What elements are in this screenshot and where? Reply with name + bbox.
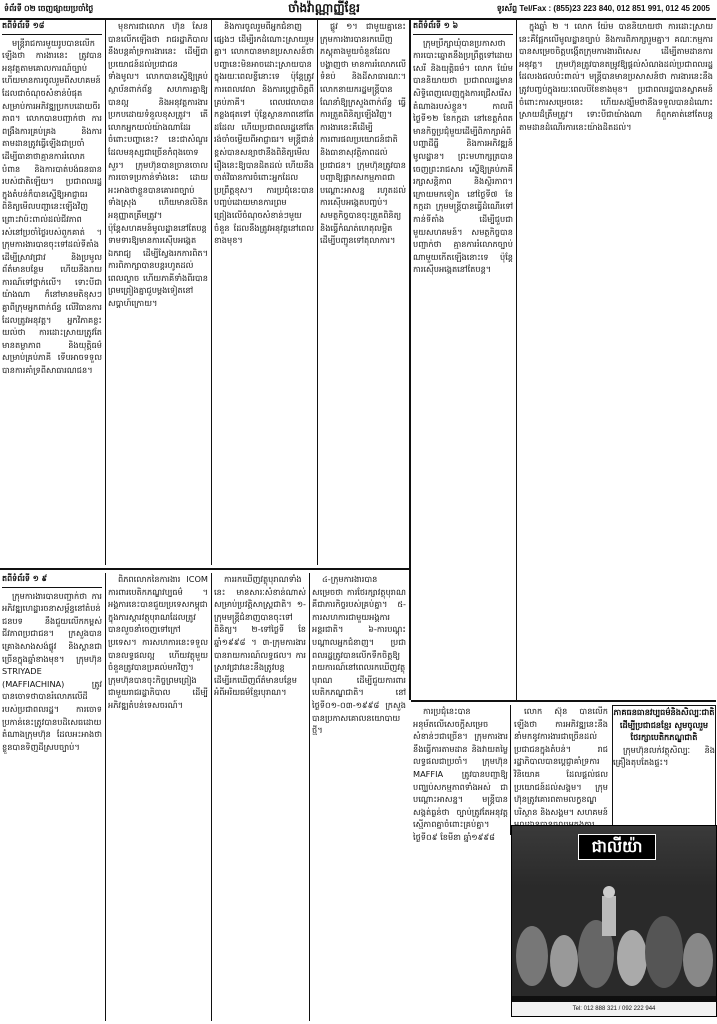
article-text: មន្ត្រីរាជការមួយរូបបានលើកឡើងថា ការងារនេះ ត្រូវបានអនុវត្តតាមគោលការណ៍ច្បាប់ ហើយមានការចូលរួមពីសហគមន៍ ដែលជាចំណុចសំខាន់បំផុត សម្រាប់ការអភិវឌ្ឍប្រកបដោយចីរភាព។ លោកបានបញ្ជាក់ថា ការពង្រឹងការគ្រប់គ្រង និងការតាមដានត្រូវធ្វើឡើងជាប្រចាំ ដើម្បីធានាថាគ្មានការរំលោភបំពាន និងការបាត់បង់ធនធានរបស់ជាតិឡើយ។ ប្រជាពលរដ្ឋក្នុងតំបន់ក៏បានស្នើឱ្យអាជ្ញាធរពិនិត្យមើលបញ្ហានេះឡើងវិញ ព្រោះវាប៉ះពាល់ដល់ជីវភាពរស់នៅប្រចាំថ្ងៃរបស់ពួកគាត់ ។ ក្រុមការងារបានចុះទៅដល់ទីតាំង ដើម្បីស្រាវជ្រាវ និងប្រមូលព័ត៌មានបន្ថែម ហើយនឹងរាយការណ៍ទៅថ្នាក់លើ។ ទោះបីជាយ៉ាងណា ក៏នៅមានមតិខុសៗគ្នាពីក្រុមអ្នកពាក់ព័ន្ធ លើវិធានការដែលត្រូវអនុវត្ត។ អ្នកវិភាគខ្លះយល់ថា ការដោះស្រាយត្រូវតែមានតម្លាភាព និងយុត្តិធម៌ សម្រាប់គ្រប់ភាគី ទើបអាចទទួលបានការគាំទ្រពីសាធារណជន។ xyxy=(2,37,102,376)
column-divider xyxy=(516,20,517,700)
shop-advertisement xyxy=(511,825,717,1017)
issue-label: ទំព័រទី ០២ ចេញផ្សាយប្រចាំថ្ងៃ xyxy=(4,4,94,13)
column-divider xyxy=(211,20,212,565)
section-rule xyxy=(411,700,716,702)
article-col-4 xyxy=(320,20,406,565)
article-text: ក្រុមប្រឹក្សាឃុំបានប្រកាសថា ការបោះឆ្នោតនឹងប្រព្រឹត្តទៅដោយសេរី និងយុត្តិធម៌។ លោក យ៉ែម បាននិយាយថា ប្រជាពលរដ្ឋមានសិទ្ធិពេញលេញក្នុងការជ្រើសរើសតំណាងរបស់ខ្លួន។ កាលពីថ្ងៃទី១២ ខែកក្កដា នៅខេត្តកំពត មានកិច្ចប្រជុំមួយដើម្បីពិភាក្សាអំពីបញ្ហាដីធ្លី និងការអភិវឌ្ឍន៍មូលដ្ឋាន។ ព្រះមហាក្សត្របានចេញព្រះរាជសារ ស្នើឱ្យគ្រប់ភាគីរក្សាសន្តិភាព និងស្ថិរភាព។ ក្រោយមកទៀត នៅថ្ងៃទី៧ ខែកក្កដា ក្រុមមន្ត្រីបានធ្វើដំណើរទៅកាន់ទីតាំង ដើម្បីជួបជាមួយសហគមន៍។ សមត្ថកិច្ចបានបញ្ជាក់ថា គ្មានការរំលោភច្បាប់ណាមួយកើតឡើងនោះទេ ប៉ុន្តែការស៊ើបអង្កេតនៅតែបន្ត។ xyxy=(413,37,513,275)
article-col-3 xyxy=(214,20,314,565)
contact-line: ទូរស័ព្ទ Tel/Fax : (855)23 223 840, 012 851 991, 012 45 2005 xyxy=(496,4,710,13)
column-divider xyxy=(309,573,310,1021)
ad-brand: ជាលីយ៉ា xyxy=(578,834,656,860)
notice-subtitle: ដើម្បីប្រជាជនខ្មែរ សូមចូលរួមថែរក្សាបេតិកភណ្ឌជាតិ xyxy=(619,719,709,743)
notice-box xyxy=(612,705,716,839)
section-rule xyxy=(0,568,409,570)
article-col-2 xyxy=(108,20,208,565)
section-divider xyxy=(409,20,411,700)
article-col-7 xyxy=(2,573,102,1021)
column-divider xyxy=(105,20,106,565)
article-text: ក្រុមការងារបានបញ្ជាក់ថា ការអភិវឌ្ឍហេដ្ឋារចនាសម្ព័ន្ធនៅតំបន់ជនបទ នឹងជួយលើកកម្ពស់ជីវភាពប្រជាជន។ ក្រសួងបានគ្រោងសាងសង់ផ្លូវ និងស្ពានជាច្រើនក្នុងឆ្នាំខាងមុខ។ ក្រុមហ៊ុន STRIYADE (MAFFIACHINA) ត្រូវបានចោទថាបានរំលោភលើដីរបស់ប្រជាពលរដ្ឋ។ ការចោទប្រកាន់នេះត្រូវបានបដិសេធដោយតំណាងក្រុមហ៊ុន ដែលអះអាងថាខ្លួនបានទិញដីស្របច្បាប់។ xyxy=(2,590,102,752)
article-col-1 xyxy=(2,20,102,565)
article-text: ការរកឃើញវត្ថុបុរាណទាំងនេះ មានសារៈសំខាន់ណាស់សម្រាប់ប្រវត្តិសាស្ត្រជាតិ។ ១-ក្រុមមន្ត្រីជំនាញបានចុះទៅពិនិត្យ។ ២-ទៅថ្ងៃទី ខែ ឆ្នាំ១៩៩៨ ។ ៣-ក្រុមការងារបានរាយការណ៍លទ្ធផល។ ការស្រាវជ្រាវនេះនឹងត្រូវបន្ត ដើម្បីរកឃើញព័ត៌មានបន្ថែមអំពីអរិយធម៌ខ្មែរបុរាណ។ xyxy=(214,574,306,698)
column-divider xyxy=(105,573,106,1021)
article-col-9 xyxy=(214,573,306,1021)
article-col-11 xyxy=(413,705,508,1021)
article-text: ៤-ក្រុមការងារបានសម្រេចថា ការថែរក្សាវត្ថុបុរាណគឺជាភារកិច្ចរបស់គ្រប់គ្នា។ ៥-ការសហការជាមួយអង្គការអន្តរជាតិ។ ៦-ការបណ្តុះបណ្តាលអ្នកជំនាញ។ ប្រជាពលរដ្ឋត្រូវបានលើកទឹកចិត្តឱ្យរាយការណ៍នៅពេលរកឃើញវត្ថុបុរាណ ដើម្បីជួយការពារបេតិកភណ្ឌជាតិ។ នៅថ្ងៃទី០១-០៣-១៩៩៨ ក្រសួងបានប្រកាសគោលនយោបាយថ្មី។ xyxy=(312,574,406,736)
pottery-photo xyxy=(512,886,716,996)
continued-label: តពីទំព័រទី ១ ៦ xyxy=(413,20,513,35)
article-text: ពិភពលោកនៃការងារ ICOM ការពារបេតិកភណ្ឌវប្បធម៌ ។ អង្គការនេះបានជួយប្រទេសកម្ពុជាក្នុងការស្តារវត្ថុបុរាណដែលត្រូវបានលួចនាំចេញទៅក្រៅប្រទេស។ ការសហការនេះទទួលបានលទ្ធផលល្អ ហើយវត្ថុមួយចំនួនត្រូវបានប្រគល់មកវិញ។ ក្រុមហ៊ុនបានចុះកិច្ចព្រមព្រៀងជាមួយរាជរដ្ឋាភិបាល ដើម្បីអភិវឌ្ឍតំបន់ទេសចរណ៍។ xyxy=(108,574,208,710)
ad-footer: Tel: 012 888 321 / 092 222 944 xyxy=(512,1002,716,1016)
article-col-5 xyxy=(413,20,513,700)
article-text: មុខការជាលោក ហ៊ុន សែន បានលើកឡើងថា រាជរដ្ឋាភិបាលនឹងបន្តគាំទ្រការងារនេះ ដើម្បីជាប្រយោជន៍ដល់ប្រជាជនទាំងមូល។ លោកបានស្នើឱ្យគ្រប់ស្ថាប័នពាក់ព័ន្ធ សហការគ្នាឱ្យបានល្អ និងអនុវត្តការងារប្រកបដោយទំនួលខុសត្រូវ។ តើលោកអ្នកយល់យ៉ាងណាដែរ ចំពោះបញ្ហានេះ? នេះជាសំណួរដែលមនុស្សជាច្រើនកំពុងចោទសួរ។ ក្រុមហ៊ុនបានច្រានចោលការចោទប្រកាន់ទាំងនេះ ដោយអះអាងថាខ្លួនបានគោរពច្បាប់ទាំងស្រុង ហើយមានលិខិតអនុញ្ញាតត្រឹមត្រូវ។ ប៉ុន្តែសហគមន៍មូលដ្ឋាននៅតែបន្តទាមទារឱ្យមានការស៊ើបអង្កេតឯករាជ្យ ដើម្បីស្វែងរកការពិត។ ការពិភាក្សាបានបន្តរហូតដល់ពេលល្ងាច ហើយភាគីទាំងពីរបានព្រមព្រៀងគ្នាជួបម្តងទៀតនៅសប្តាហ៍ក្រោយ។ xyxy=(108,21,208,309)
column-divider xyxy=(211,573,212,1021)
article-text: ផ្លូវ ១។ ជាមួយគ្នានេះ ក្រុមការងារបានរកឃើញភស្តុតាងមួយចំនួនដែលបង្ហាញថា មានការរំលោភលើទំនប់ និងដីសាធារណៈ។ លោកនាយករដ្ឋមន្ត្រីបានណែនាំឱ្យក្រសួងពាក់ព័ន្ធ ធ្វើការត្រួតពិនិត្យឡើងវិញ។ ការងារនេះគឺដើម្បីការពារផលប្រយោជន៍ជាតិ និងធានាសុវត្ថិភាពដល់ប្រជាជន។ ក្រុមហ៊ុនត្រូវបានបញ្ជាឱ្យផ្អាកសកម្មភាពជាបណ្តោះអាសន្ន រហូតដល់ការស៊ើបអង្កេតបញ្ចប់។ សមត្ថកិច្ចបានចុះត្រួតពិនិត្យ និងធ្វើកំណត់ហេតុលម្អិត ដើម្បីបញ្ជូនទៅតុលាការ។ xyxy=(320,21,406,246)
continued-label: តពីទំព័រទី ១៨ xyxy=(2,20,102,35)
article-col-8 xyxy=(108,573,208,1021)
notice-text: ក្រុមហ៊ុនលក់វត្ថុសិល្បៈ និងគ្រឿងតុបតែងផ្ទះ។ xyxy=(613,744,715,768)
article-col-10 xyxy=(312,573,406,1021)
column-divider xyxy=(317,20,318,565)
article-text: ការប្រជុំនេះបានអនុម័តលើសេចក្តីសម្រេចសំខាន់ៗជាច្រើន។ ក្រុមការងារនឹងធ្វើការតាមដាន និងវាយតម្លៃលទ្ធផលជាប្រចាំ។ ក្រុមហ៊ុន MAFFIA ត្រូវបានបញ្ជាឱ្យបញ្ឈប់សកម្មភាពទាំងអស់ ជាបណ្តោះអាសន្ន។ មន្ត្រីបានសង្កត់ធ្ងន់ថា ច្បាប់ត្រូវតែអនុវត្តស្មើភាពគ្នាចំពោះគ្រប់គ្នា។ ថ្ងៃទី០៩ ខែមីនា ឆ្នាំ១៩៩៨ xyxy=(413,706,508,842)
notice-title: ភាគធនធានវប្បធម៌និងសិល្បៈជាតិ xyxy=(613,707,715,717)
column-divider xyxy=(510,705,511,835)
masthead: ចាំងវ៉ាណ្ណាញ្ញីខ្មែរ xyxy=(288,1,360,15)
article-text: លោក ស៊ុន បានលើកឡើងថា ការអភិវឌ្ឍនេះនឹងនាំមកនូវការងារជាច្រើនដល់ប្រជាជនក្នុងតំបន់។ រាជរដ្ឋាភិបាលបានប្តេជ្ញាគាំទ្រការវិនិយោគ ដែលផ្តល់ផលប្រយោជន៍ដល់សង្គម។ ក្រុមហ៊ុនត្រូវគោរពតាមលក្ខខណ្ឌបរិស្ថាន និងសង្គម។ សហគមន៍ xyxy=(514,706,608,817)
article-col-12 xyxy=(514,705,608,837)
article-text: ក្នុងឆ្នាំ ២ ។ លោក យ៉ែម បាននិយាយថា ការដោះស្រាយនេះគឺផ្អែកលើមូលដ្ឋានច្បាប់ និងការពិភាក្សារួមគ្នា។ គណៈកម្មការបានសម្រេចចិត្តបង្កើតក្រុមការងារពិសេស ដើម្បីតាមដានការអនុវត្ត។ ក្រុមហ៊ុនត្រូវបានតម្រូវឱ្យផ្តល់សំណងដល់ប្រជាពលរដ្ឋដែលរងផលប៉ះពាល់។ មន្ត្រីបានមានប្រសាសន៍ថា ការងារនេះនឹងត្រូវបញ្ចប់ក្នុងរយៈពេលបីខែខាងមុខ។ ប្រជាពលរដ្ឋបានស្វាគមន៍ចំពោះការសម្រេចនេះ ហើយសង្ឃឹមថានឹងទទួលបានដំណោះស្រាយដ៏ត្រឹមត្រូវ។ ទោះបីជាយ៉ាងណា ក៏ពួកគាត់នៅតែបន្តតាមដានដំណើរការនេះយ៉ាងដិតដល់។ xyxy=(519,21,713,132)
page-header xyxy=(0,0,716,20)
article-col-6 xyxy=(519,20,713,700)
article-text: និងការចូលរួមពីអ្នកជំនាញផ្សេងៗ ដើម្បីរកដំណោះស្រាយរួមគ្នា។ លោកបានមានប្រសាសន៍ថា បញ្ហានេះមិនអាចដោះស្រាយបានក្នុងរយៈពេលខ្លីនោះទេ ប៉ុន្តែត្រូវការពេលវេលា និងការប្តេជ្ញាចិត្តពីគ្រប់ភាគី។ ពេលវេលាបានកន្លងផុតទៅ ប៉ុន្តែស្ថានភាពនៅតែដដែល ហើយប្រជាពលរដ្ឋនៅតែរង់ចាំចម្លើយពីអាជ្ញាធរ។ មន្ត្រីជាន់ខ្ពស់បានសន្យាថានឹងពិនិត្យមើលរឿងនេះឱ្យបានដិតដល់ ហើយនឹងចាត់វិធានការចំពោះអ្នកដែលប្រព្រឹត្តខុស។ ការប្រជុំនេះបានបញ្ចប់ដោយមានការព្រមព្រៀងលើចំណុចសំខាន់ៗមួយចំនួន ដែលនឹងត្រូវអនុវត្តនៅពេលខាងមុខ។ xyxy=(214,21,314,246)
continued-label: តពីទំព័រទី ១ ៩ xyxy=(2,573,102,588)
